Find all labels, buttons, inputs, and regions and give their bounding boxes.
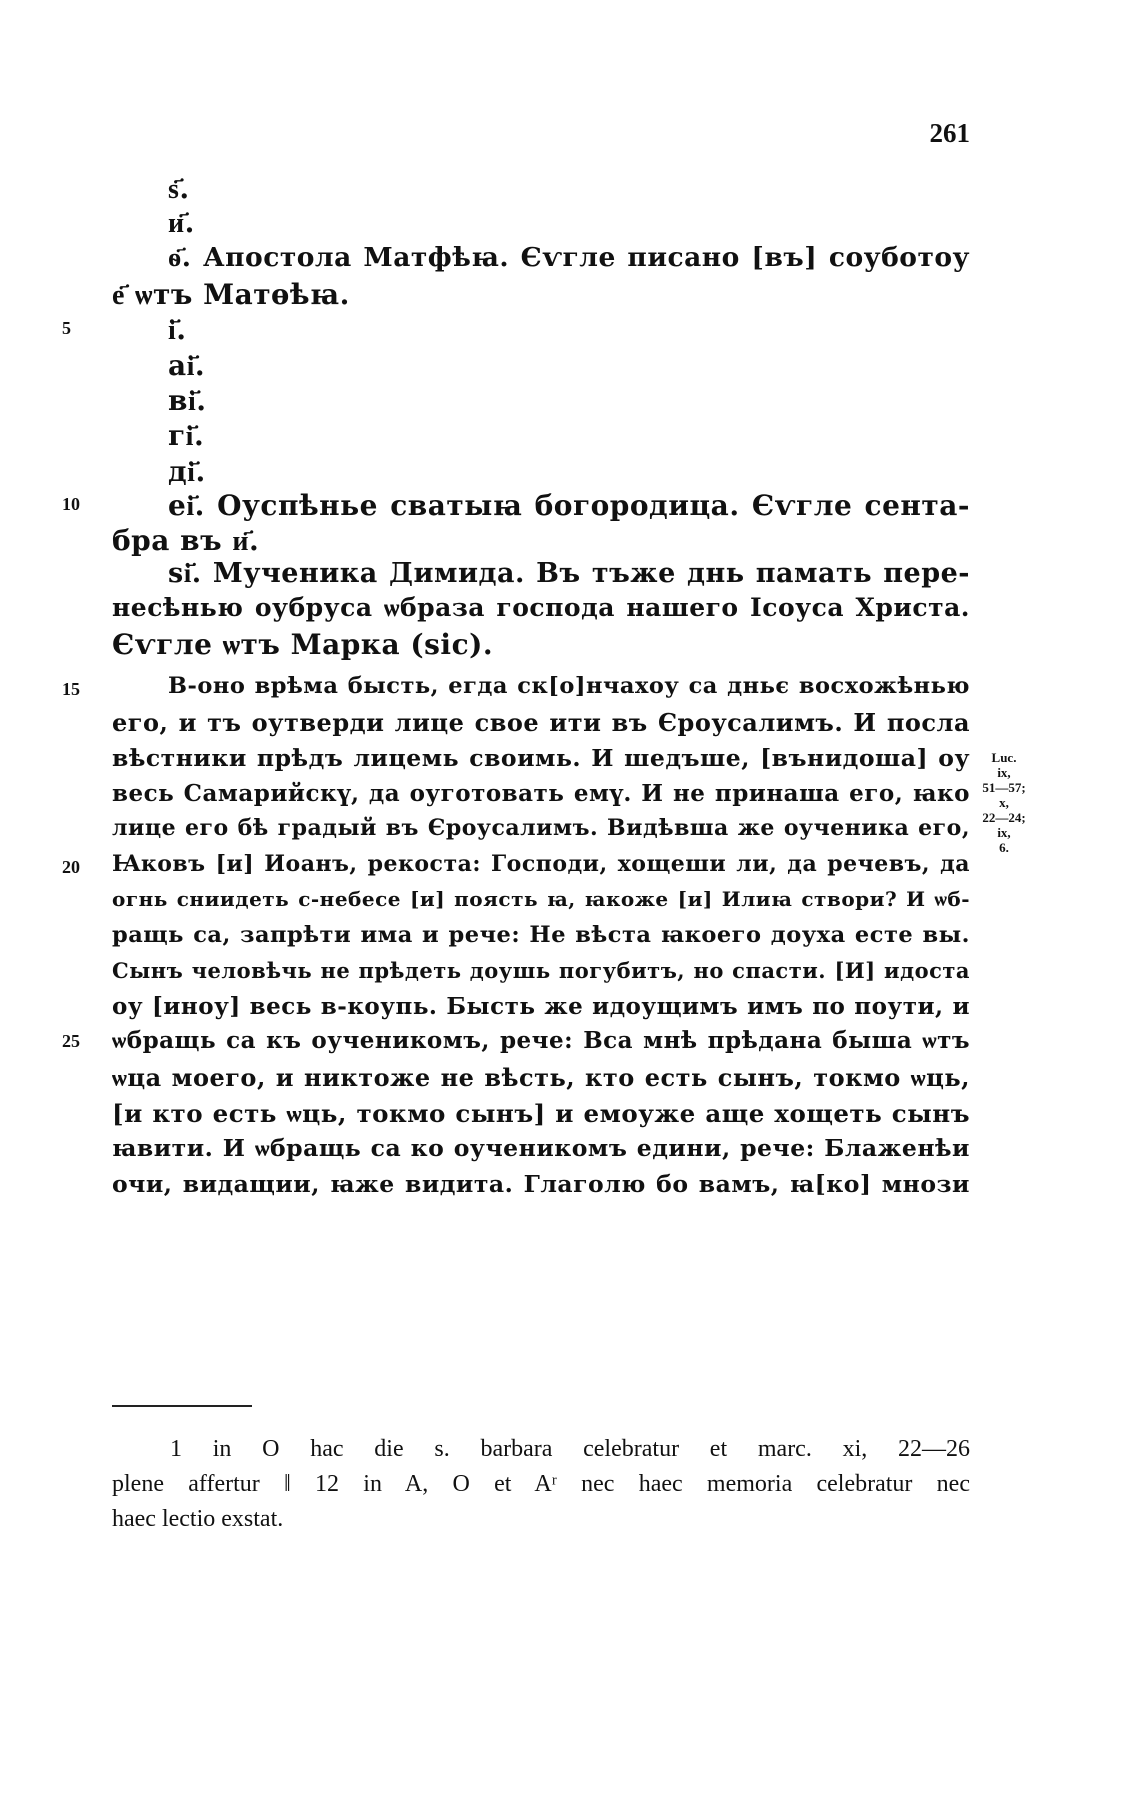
text-line: огнь сниидеть с-небесе [и] поясть ꙗ, ꙗкоже [и] Илиꙗ створи? И ѡб- bbox=[112, 887, 970, 911]
line-number: 25 bbox=[62, 1031, 80, 1051]
text-line: оу [иноу] весь в-коупь. Бысть же идоущимъ имъ по поути, и bbox=[112, 993, 970, 1020]
text-line: ꙗвити. И ѡбращь са ко оученикомъ едини, рече: Блаженѣи bbox=[112, 1134, 970, 1162]
margin-reference-line: ix, bbox=[997, 825, 1011, 840]
margin-reference-line: Luc. bbox=[991, 750, 1017, 765]
text-line: і҃. bbox=[168, 313, 187, 346]
margin-reference-line: 6. bbox=[999, 840, 1009, 855]
text-line: аі҃. bbox=[168, 349, 206, 382]
text-line: вѣстники прѣдъ лицемь своимь. И шедъше, [вънидоша] оу bbox=[112, 744, 970, 772]
margin-reference-line: 22—24; bbox=[982, 810, 1026, 825]
text-line: ѡца моего, и никтоже не вѣсть, кто есть сынъ, токмо ѡць, bbox=[112, 1063, 970, 1092]
footnote-line: plene affertur ‖ 12 in A, O et Aʳ nec haec memoria celebratur nec bbox=[112, 1471, 970, 1497]
text-line: Єѵгле ѡтъ Марка (sic). bbox=[112, 628, 494, 661]
line-number: 10 bbox=[62, 494, 80, 514]
text-line: [и кто есть ѡць, токмо сынъ] и емоуже аще хощеть сынъ bbox=[112, 1099, 970, 1128]
text-line: его, и тъ оутверди лице свое ити въ Єроусалимъ. И посла bbox=[112, 708, 970, 737]
text-line: ѕ҃. bbox=[168, 172, 190, 205]
text-line: несѣнью оубруса ѡбраза господа нашего Ісоуса Христа. bbox=[112, 593, 970, 622]
margin-reference-line: x, bbox=[999, 795, 1009, 810]
page-number: 261 bbox=[929, 118, 970, 148]
text-line: ѡбращь са къ оученикомъ, рече: Вса мнѣ прѣдана быша ѡтъ bbox=[112, 1027, 970, 1054]
footnote-line: 1 in O hac die s. barbara celebratur et marc. xi, 22—26 bbox=[170, 1436, 970, 1462]
text-line: Сынъ человѣчь не прѣдеть доушь погубитъ, но спасти. [И] идоста bbox=[112, 958, 970, 983]
text-line: весь Самарийскү, да оуготовать емү. И не принаша его, ꙗко bbox=[112, 780, 970, 807]
text-line: е҃ ѡтъ Матѳѣꙗ. bbox=[112, 278, 350, 311]
line-number: 20 bbox=[62, 857, 80, 877]
margin-reference-line: 51—57; bbox=[982, 780, 1026, 795]
text-line: ві҃. bbox=[168, 384, 207, 417]
text-line: Ꙗковъ [и] Иоанъ, рекоста: Господи, хощеши ли, да речевъ, да bbox=[112, 851, 970, 877]
text-line: В-оно врѣма бысть, егда ск[о]нчахоу са дньє восхожѣнью bbox=[168, 673, 970, 699]
text-line: ді҃. bbox=[168, 455, 206, 488]
footnote-line: haec lectio exstat. bbox=[112, 1506, 284, 1532]
text-line: еі҃. Оуспѣнье сватыꙗ богородица. Єѵгле сента- bbox=[168, 489, 970, 522]
margin-reference-line: ix, bbox=[997, 765, 1011, 780]
margin-reference bbox=[975, 750, 1033, 855]
text-line: лице его бѣ градый въ Єроусалимъ. Видѣвша же оученика его, bbox=[112, 815, 970, 841]
text-line: ращь са, запрѣти има и рече: Не вѣста ꙗкоего доуха есте вы. bbox=[112, 922, 970, 948]
text-line: ѳ҃. Апостола Матфѣꙗ. Єѵгле писано [въ] соуботоу bbox=[168, 242, 970, 273]
line-number: 15 bbox=[62, 679, 80, 699]
text-line: очи, видащии, ꙗже видита. Глаголю бо вамъ, ꙗ[ко] мнози bbox=[112, 1170, 970, 1198]
line-number: 5 bbox=[62, 318, 71, 338]
text-line: гі҃. bbox=[168, 419, 205, 452]
text-line: бра въ и҃. bbox=[112, 524, 260, 557]
footnote-rule bbox=[112, 1405, 252, 1407]
text-line: и҃. bbox=[168, 206, 195, 239]
text-line: ѕі҃. Мученика Димида. Въ тъже днь памать пере- bbox=[168, 558, 970, 589]
